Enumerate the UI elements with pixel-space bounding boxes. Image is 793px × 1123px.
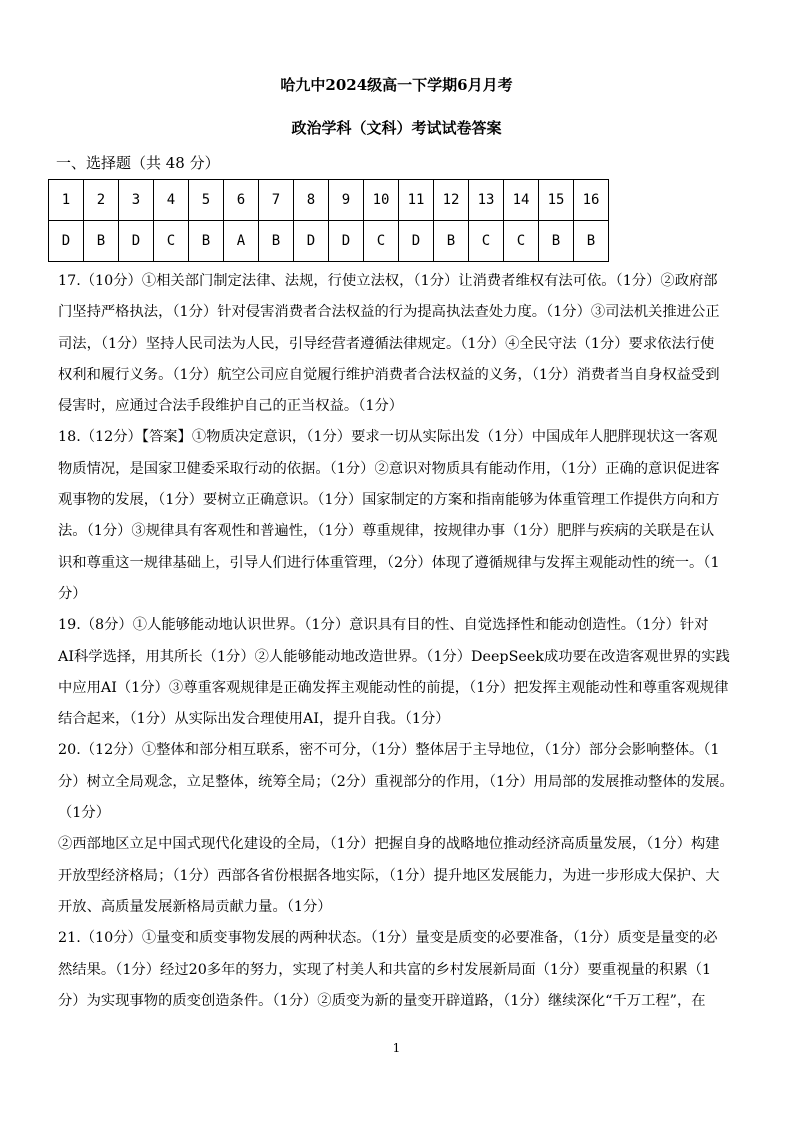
text-line: 法。（1分）③规律具有客观性和普遍性，（1分）尊重规律，按规律办事（1分）肥胖与疾病的关联是在认 (58, 523, 715, 540)
text-line: 侵害时，应通过合法手段维护自己的正当权益。（1分） (58, 398, 404, 415)
text-line: 门坚持严格执法，（1分）针对侵害消费者合法权益的行为提高执法查处力度。（1分）③司法机关推进公正 (58, 304, 720, 321)
answer-cell: A (224, 221, 259, 262)
text-line: 开放型经济格局；（1分）西部各省份根据各地实际，（1分）提升地区发展能力，为进一步形成大保护、大 (58, 867, 720, 884)
question-number-cell: 16 (574, 180, 609, 221)
text-line: 观事物的发展，（1分）要树立正确意识。（1分）国家制定的方案和指南能够为体重管理工作提供方向和方 (58, 492, 720, 509)
text-line: 识和尊重这一规律基础上，引导人们进行体重管理，（2分）体现了遵循规律与发挥主观能动性的统一。（1 (58, 554, 720, 571)
answer-cell: D (119, 221, 154, 262)
text-line: ②西部地区立足中国式现代化建设的全局，（1分）把握自身的战略地位推动经济高质量发展，（1分）构建 (58, 836, 720, 853)
answer-table (48, 179, 609, 262)
text-line: 权利和履行义务。（1分）航空公司应自觉履行维护消费者合法权益的义务，（1分）消费者当自身权益受到 (58, 366, 720, 383)
text-line: 结合起来，（1分）从实际出发合理使用AI，提升自我。（1分） (58, 711, 450, 728)
text-line: （1分） (58, 805, 110, 822)
section-heading-choice: 一、选择题（共 48 分） (56, 154, 220, 172)
answer-cell: B (189, 221, 224, 262)
text-line: 分） (58, 585, 87, 602)
answer-cell: B (259, 221, 294, 262)
answer-cell: D (294, 221, 329, 262)
text-line: 司法，（1分）坚持人民司法为人民，引导经营者遵循法律规定。（1分）④全民守法（1分）要求依法行使 (58, 335, 715, 352)
question-number-cell: 15 (539, 180, 574, 221)
text-line: 分）树立全局观念，立足整体，统筹全局；（2分）重视部分的作用，（1分）用局部的发展推动整体的发展。 (58, 773, 734, 790)
text-line: 开放、高质量发展新格局贡献力量。（1分） (58, 898, 332, 915)
text-line: 20.（12分）①整体和部分相互联系，密不可分，（1分）整体居于主导地位，（1分）部分会影响整体。（1 (58, 742, 720, 759)
answer-cell: C (364, 221, 399, 262)
answer-cell: D (399, 221, 434, 262)
question-number-cell: 3 (119, 180, 154, 221)
page-number: 1 (392, 1041, 401, 1055)
text-line: 17.（10分）①相关部门制定法律、法规，行使立法权，（1分）让消费者维权有法可依。（1分）②政府部 (58, 273, 718, 289)
answer-table-answer-row (49, 221, 609, 262)
question-number-cell: 2 (84, 180, 119, 221)
text-line: 分）为实现事物的质变创造条件。（1分）②质变为新的量变开辟道路，（1分）继续深化“千万工程”，在 (58, 992, 706, 1009)
question-number-cell: 14 (504, 180, 539, 221)
answer-cell: D (329, 221, 364, 262)
text-line: 19.（8分）①人能够能动地认识世界。（1分）意识具有目的性、自觉选择性和能动创造性。（1分）针对 (58, 617, 709, 634)
question-number-cell: 11 (399, 180, 434, 221)
question-number-cell: 9 (329, 180, 364, 221)
question-number-cell: 5 (189, 180, 224, 221)
text-line: 物质情况，是国家卫健委采取行动的依据。（1分）②意识对物质具有能动作用，（1分）正确的意识促进客 (58, 460, 720, 477)
answer-cell: B (539, 221, 574, 262)
answer-body (58, 266, 744, 1017)
text-line: AI科学选择，用其所长（1分）②人能够能动地改造世界。（1分）DeepSeek成功要在改造客观世界的实践 (58, 648, 730, 665)
question-number-cell: 4 (154, 180, 189, 221)
answer-cell: B (574, 221, 609, 262)
answer-cell: C (154, 221, 189, 262)
question-number-cell: 1 (49, 180, 84, 221)
answer-table-number-row (49, 180, 609, 221)
page-title: 哈九中2024级高一下学期6月月考 (280, 76, 513, 94)
question-number-cell: 7 (259, 180, 294, 221)
question-number-cell: 12 (434, 180, 469, 221)
text-line: 然结果。（1分）经过20多年的努力，实现了村美人和共富的乡村发展新局面（1分）要重视量的积累（1 (58, 961, 712, 978)
answer-cell: D (49, 221, 84, 262)
question-number-cell: 13 (469, 180, 504, 221)
question-number-cell: 6 (224, 180, 259, 221)
page-subtitle: 政治学科（文科）考试试卷答案 (291, 119, 502, 137)
text-line: 21.（10分）①量变和质变事物发展的两种状态。（1分）量变是质变的必要准备，（1分）质变是量变的必 (58, 930, 718, 947)
text-line: 中应用AI（1分）③尊重客观规律是正确发挥主观能动性的前提，（1分）把发挥主观能动性和尊重客观规律 (58, 679, 729, 696)
answer-cell: B (434, 221, 469, 262)
question-number-cell: 8 (294, 180, 329, 221)
answer-cell: C (504, 221, 539, 262)
answer-cell: C (469, 221, 504, 262)
question-number-cell: 10 (364, 180, 399, 221)
answer-cell: B (84, 221, 119, 262)
text-line: 18.（12分）【答案】①物质决定意识，（1分）要求一切从实际出发（1分）中国成年人肥胖现状这一客观 (58, 429, 718, 446)
